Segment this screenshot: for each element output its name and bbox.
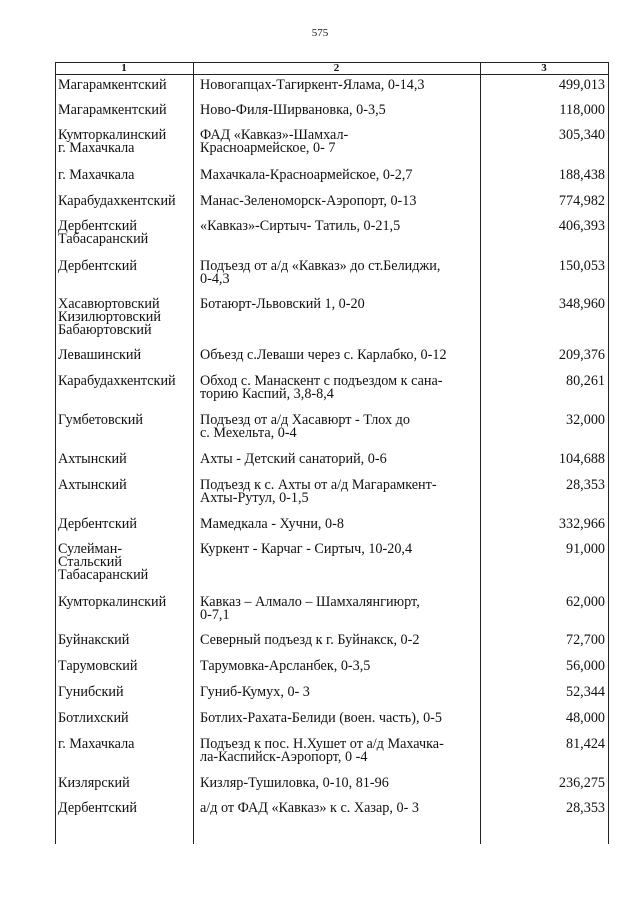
district-cell-line: Тарумовский (58, 658, 138, 674)
value-cell-line: 332,966 (558, 516, 605, 532)
value-cell (485, 260, 605, 273)
district-cell-line: Гунибский (58, 684, 124, 700)
district-cell (58, 453, 193, 466)
value-cell-line: 236,275 (558, 775, 605, 791)
value-cell-line: 80,261 (565, 373, 605, 389)
value-cell (485, 660, 605, 673)
road-cell-line: Ахты - Детский санаторий, 0-6 (200, 451, 387, 467)
value-cell (485, 479, 605, 492)
value-cell-line: 118,000 (559, 102, 605, 118)
value-cell-line: 348,960 (558, 296, 605, 312)
value-cell-line: 52,344 (565, 684, 605, 700)
road-cell (200, 79, 480, 92)
road-cell-line: Подъезд к пос. Н.Хушет от а/д Махачка- (200, 736, 444, 752)
value-cell (485, 596, 605, 609)
district-cell-line: Магарамкентский (58, 102, 167, 118)
value-cell (485, 634, 605, 647)
district-cell-line: Дербентский (58, 800, 137, 816)
district-cell (58, 104, 193, 117)
value-cell (485, 298, 605, 311)
road-cell-line: Ахты-Рутул, 0-1,5 (200, 490, 309, 506)
district-cell-line: Дербентский (58, 218, 137, 234)
column-header-1: 1 (121, 62, 127, 74)
value-cell (485, 453, 605, 466)
road-cell-line: ФАД «Кавказ»-Шамхал- (200, 127, 349, 143)
value-cell (485, 738, 605, 751)
district-cell (58, 543, 193, 582)
value-cell (485, 129, 605, 142)
district-cell (58, 129, 193, 155)
road-cell (200, 802, 480, 815)
road-cell-line: Подъезд от а/д «Кавказ» до ст.Белиджи, (200, 258, 441, 274)
district-cell-line: г. Махачкала (58, 167, 135, 183)
district-cell (58, 802, 193, 815)
column-header-3: 3 (541, 62, 547, 74)
road-cell-line: Манас-Зеленоморск-Аэропорт, 0-13 (200, 193, 417, 209)
district-cell-line: Дербентский (58, 258, 137, 274)
table-header-border (55, 74, 608, 75)
road-cell (200, 738, 480, 764)
district-cell-line: Ахтынский (58, 477, 127, 493)
road-cell-line: «Кавказ»-Сиртыч- Татиль, 0-21,5 (200, 218, 401, 234)
road-cell-line: Куркент - Карчаг - Сиртыч, 10-20,4 (200, 541, 413, 557)
road-cell (200, 414, 480, 440)
road-cell-line: 0-7,1 (200, 607, 230, 623)
district-cell (58, 686, 193, 699)
district-cell (58, 596, 193, 609)
value-cell (485, 79, 605, 92)
road-cell-line: торию Каспий, 3,8-8,4 (200, 386, 334, 402)
road-cell-line: Обход с. Манаскент с подъездом к сана- (200, 373, 443, 389)
district-cell-line: Кумторкалинский (58, 594, 167, 610)
road-cell (200, 260, 480, 286)
road-cell (200, 298, 480, 311)
road-cell-line: Гуниб-Кумух, 0- 3 (200, 684, 310, 700)
value-cell (485, 220, 605, 233)
value-cell (485, 802, 605, 815)
value-cell-line: 209,376 (558, 347, 605, 363)
road-cell (200, 375, 480, 401)
district-cell-line: Сулейман- (58, 541, 123, 557)
value-cell (485, 169, 605, 182)
district-cell-line: г. Махачкала (58, 140, 135, 156)
value-cell-line: 406,393 (558, 218, 605, 234)
road-cell (200, 479, 480, 505)
value-cell-line: 104,688 (558, 451, 605, 467)
road-cell (200, 169, 480, 182)
district-cell-line: г. Махачкала (58, 736, 135, 752)
district-cell-line: Буйнакский (58, 632, 130, 648)
value-cell-line: 81,424 (565, 736, 605, 752)
value-cell-line: 774,982 (558, 193, 605, 209)
road-cell-line: Кавказ – Алмало – Шамхалянгиюрт, (200, 594, 420, 610)
district-cell (58, 220, 193, 246)
value-cell (485, 349, 605, 362)
value-cell-line: 28,353 (565, 477, 605, 493)
district-cell-line: Стальский (58, 554, 122, 570)
value-cell (485, 543, 605, 556)
road-cell-line: Мамедкала - Хучни, 0-8 (200, 516, 344, 532)
district-cell-line: Магарамкентский (58, 77, 167, 93)
district-cell (58, 260, 193, 273)
district-cell-line: Хасавюртовский (58, 296, 160, 312)
value-cell-line: 72,700 (565, 632, 605, 648)
road-cell-line: Северный подъезд к г. Буйнакск, 0-2 (200, 632, 420, 648)
district-cell-line: Ахтынский (58, 451, 127, 467)
value-cell-line: 91,000 (565, 541, 605, 557)
road-cell-line: Подъезд к с. Ахты от а/д Магарамкент- (200, 477, 437, 493)
district-cell-line: Кизилюртовский (58, 309, 161, 325)
value-cell (485, 195, 605, 208)
value-cell-line: 188,438 (558, 167, 605, 183)
district-cell (58, 298, 193, 337)
road-cell (200, 660, 480, 673)
value-cell (485, 777, 605, 790)
road-cell (200, 518, 480, 531)
road-cell (200, 220, 480, 233)
page-number: 575 (311, 27, 329, 39)
value-cell (485, 375, 605, 388)
road-cell-line: Кизляр-Тушиловка, 0-10, 81-96 (200, 775, 389, 791)
district-cell-line: Табасаранский (58, 231, 149, 247)
district-cell (58, 712, 193, 725)
district-cell-line: Ботлихский (58, 710, 129, 726)
district-cell-line: Дербентский (58, 516, 137, 532)
value-cell-line: 28,353 (565, 800, 605, 816)
column-header-2: 2 (333, 62, 340, 74)
district-cell (58, 169, 193, 182)
road-cell-line: Красноармейское, 0- 7 (200, 140, 336, 156)
value-cell-line: 56,000 (565, 658, 605, 674)
road-cell-line: ла-Каспийск-Аэропорт, 0 -4 (200, 749, 368, 765)
value-cell (485, 686, 605, 699)
road-cell (200, 712, 480, 725)
value-cell (485, 712, 605, 725)
district-cell (58, 518, 193, 531)
district-cell (58, 479, 193, 492)
road-cell-line: Ботлих-Рахата-Белиди (воен. часть), 0-5 (200, 710, 442, 726)
value-cell (485, 104, 605, 117)
district-cell (58, 195, 193, 208)
table-right-border (608, 62, 609, 844)
table-column-divider-1 (193, 62, 194, 844)
district-cell-line: Гумбетовский (58, 412, 143, 428)
road-cell-line: Махачкала-Красноармейское, 0-2,7 (200, 167, 413, 183)
road-cell (200, 104, 480, 117)
district-cell (58, 375, 193, 388)
value-cell (485, 518, 605, 531)
road-cell-line: а/д от ФАД «Кавказ» к с. Хазар, 0- 3 (200, 800, 419, 816)
district-cell-line: Кизлярский (58, 775, 130, 791)
value-cell-line: 62,000 (565, 594, 605, 610)
road-cell-line: 0-4,3 (200, 271, 230, 287)
district-cell (58, 349, 193, 362)
road-cell-line: Тарумовка-Арсланбек, 0-3,5 (200, 658, 371, 674)
value-cell-line: 32,000 (565, 412, 605, 428)
road-cell (200, 129, 480, 155)
district-cell (58, 634, 193, 647)
road-cell (200, 634, 480, 647)
road-cell (200, 195, 480, 208)
value-cell (485, 414, 605, 427)
road-cell (200, 777, 480, 790)
road-cell-line: Ботаюрт-Львовский 1, 0-20 (200, 296, 365, 312)
road-cell (200, 596, 480, 622)
table-column-divider-2 (480, 62, 481, 844)
district-cell-line: Карабудахкентский (58, 373, 176, 389)
district-cell-line: Табасаранский (58, 567, 149, 583)
district-cell (58, 738, 193, 751)
road-cell-line: Новогапцах-Тагиркент-Ялама, 0-14,3 (200, 77, 425, 93)
road-cell (200, 349, 480, 362)
road-cell-line: Объезд с.Леваши через с. Карлабко, 0-12 (200, 347, 447, 363)
district-cell (58, 414, 193, 427)
district-cell (58, 79, 193, 92)
road-cell-line: Подъезд от а/д Хасавюрт - Тлох до (200, 412, 410, 428)
road-cell (200, 686, 480, 699)
district-cell-line: Кумторкалинский (58, 127, 167, 143)
value-cell-line: 305,340 (558, 127, 605, 143)
road-cell-line: Ново-Филя-Ширвановка, 0-3,5 (200, 102, 386, 118)
value-cell-line: 150,053 (558, 258, 605, 274)
district-cell (58, 660, 193, 673)
value-cell-line: 48,000 (565, 710, 605, 726)
road-cell-line: с. Мехельта, 0-4 (200, 425, 297, 441)
district-cell-line: Левашинский (58, 347, 142, 363)
district-cell (58, 777, 193, 790)
district-cell-line: Карабудахкентский (58, 193, 176, 209)
road-cell (200, 543, 480, 556)
road-cell (200, 453, 480, 466)
value-cell-line: 499,013 (558, 77, 605, 93)
district-cell-line: Бабаюртовский (58, 322, 152, 338)
table-left-border (55, 62, 56, 844)
